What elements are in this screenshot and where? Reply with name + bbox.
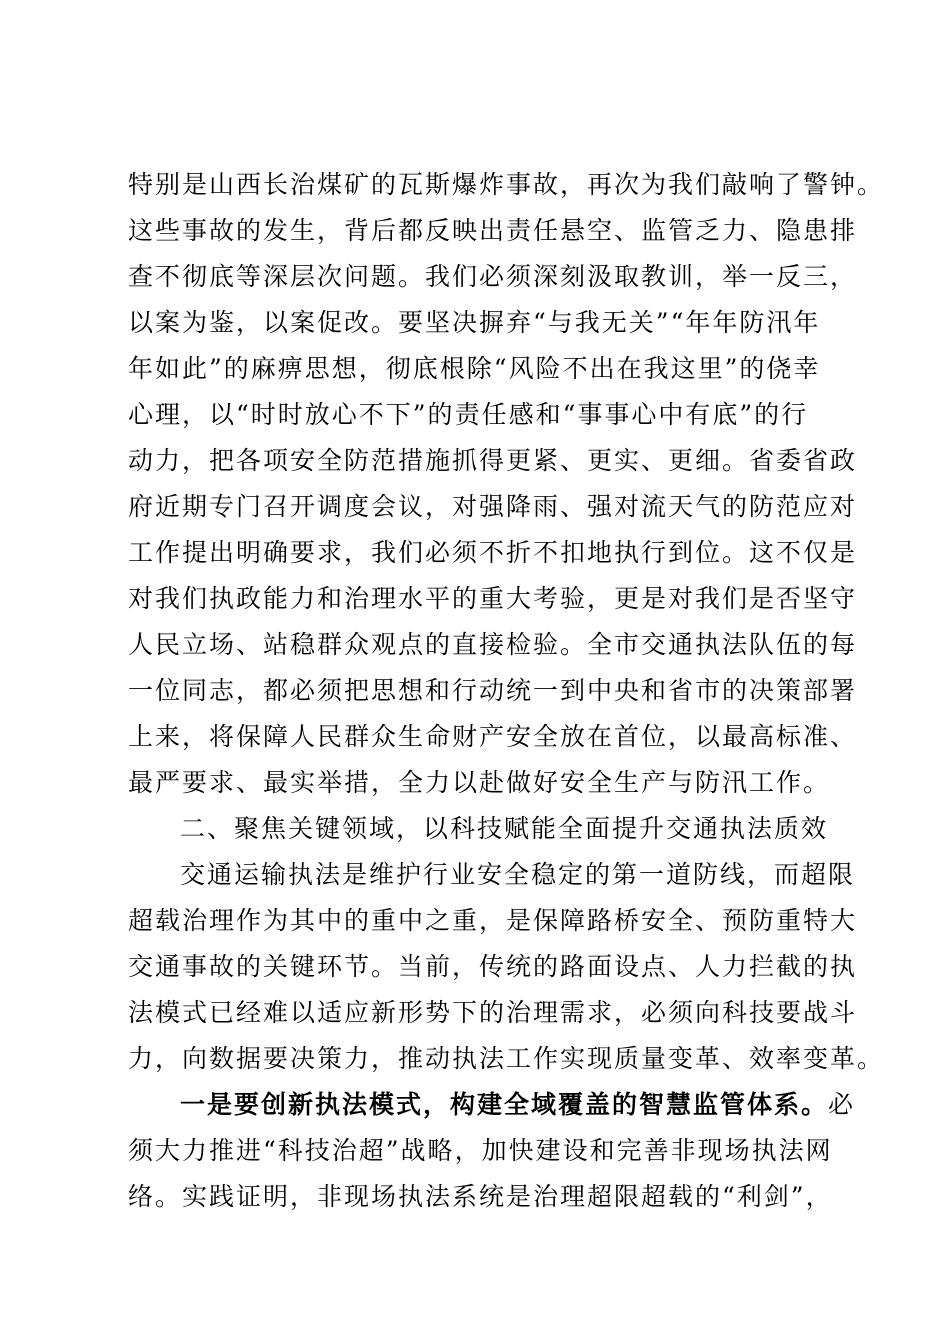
text-line: 这些事故的发生，背后都反映出责任悬空、监管乏力、隐患排 (128, 216, 858, 245)
text-line: 对我们执政能力和治理水平的重大考验，更是对我们是否坚守 (128, 584, 858, 613)
section-heading: 二、聚焦关键领域，以科技赋能全面提升交通执法质效 (180, 814, 829, 843)
line-continuation: 必 (828, 1090, 856, 1119)
text-line: 心理，以“时时放心不下”的责任感和“事事心中有底”的行 (128, 400, 809, 429)
text-line: 以案为鉴，以案促改。要坚决摒弃“与我无关”“年年防汛年 (128, 308, 821, 337)
paragraph-first-line: 交通运输执法是维护行业安全稳定的第一道防线，而超限 (180, 860, 856, 889)
text-line: 府近期专门召开调度会议，对强降雨、强对流天气的防范应对 (128, 492, 858, 521)
text-line: 人民立场、站稳群众观点的直接检验。全市交通执法队伍的每 (128, 630, 858, 659)
text-line: 法模式已经难以适应新形势下的治理需求，必须向科技要战斗 (128, 998, 858, 1027)
paragraph-first-line (128, 1082, 856, 1128)
text-line: 动力，把各项安全防范措施抓得更紧、更实、更细。省委省政 (128, 446, 858, 475)
text-line: 交通事故的关键环节。当前，传统的路面设点、人力拦截的执 (128, 952, 858, 981)
text-line: 查不彻底等深层次问题。我们必须深刻汲取教训，举一反三， (128, 262, 858, 291)
document-body (128, 162, 885, 1220)
bold-lead-sentence: 一是要创新执法模式，构建全域覆盖的智慧监管体系。 (180, 1090, 829, 1119)
text-line: 最严要求、最实举措，全力以赴做好安全生产与防汛工作。 (128, 768, 831, 797)
text-line: 特别是山西长治煤矿的瓦斯爆炸事故，再次为我们敲响了警钟。 (128, 170, 885, 199)
text-line: 络。实践证明，非现场执法系统是治理超限超载的“利剑”， (128, 1182, 833, 1211)
text-line: 须大力推进“科技治超”战略，加快建设和完善非现场执法网 (128, 1136, 833, 1165)
text-line: 上来，将保障人民群众生命财产安全放在首位，以最高标准、 (128, 722, 858, 751)
text-line: 一位同志，都必须把思想和行动统一到中央和省市的决策部署 (128, 676, 858, 705)
text-line: 超载治理作为其中的重中之重，是保障路桥安全、预防重特大 (128, 906, 858, 935)
text-line: 年如此”的麻痹思想，彻底根除“风险不出在我这里”的侥幸 (128, 354, 821, 383)
text-line: 力，向数据要决策力，推动执法工作实现质量变革、效率变革。 (128, 1044, 885, 1073)
text-line: 工作提出明确要求，我们必须不折不扣地执行到位。这不仅是 (128, 538, 858, 567)
